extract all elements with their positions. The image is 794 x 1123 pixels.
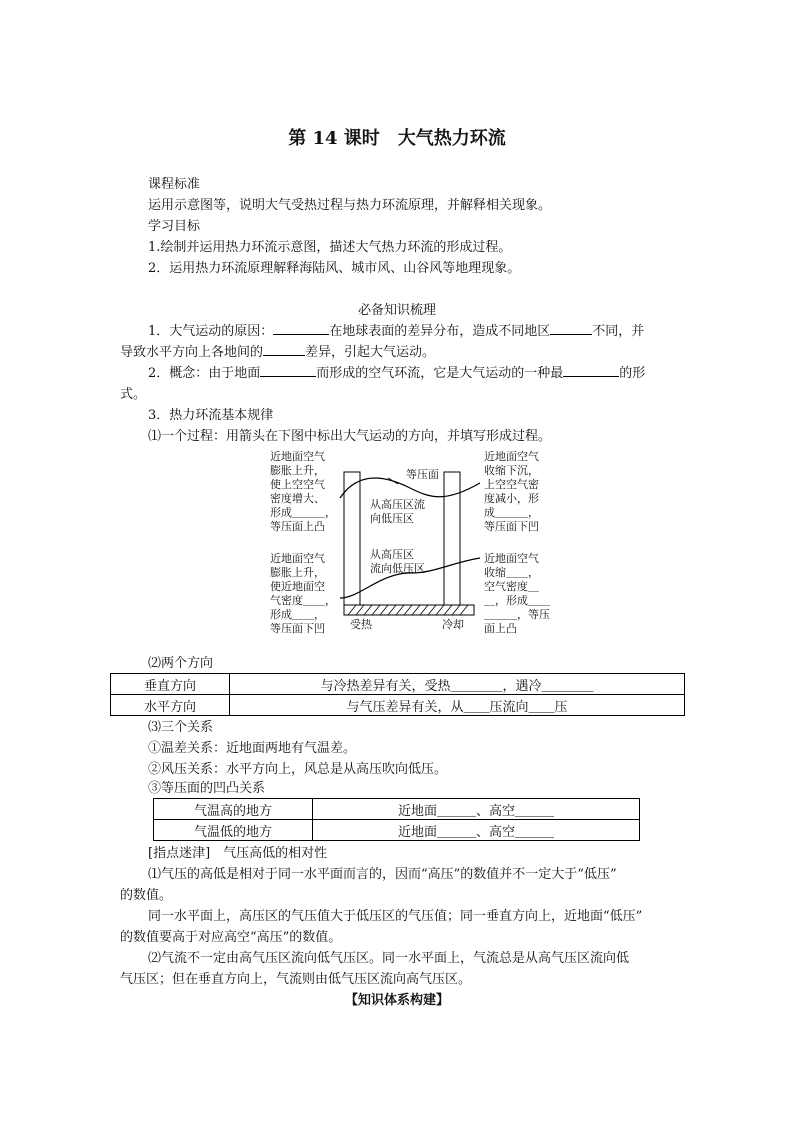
knowledge-p1-line2 — [120, 342, 435, 363]
right-top-6: 等压面下凹 — [484, 520, 539, 533]
relation-2: ②风压关系：水平方向上，风总是从高压吹向低压。 — [148, 762, 448, 777]
table-cell-content: 近地面＿＿＿、高空＿＿＿ — [313, 799, 640, 820]
p2-a: 2．概念：由于地面 — [148, 366, 261, 381]
left-bottom-1: 近地面空气 — [270, 552, 325, 565]
p1-b: 在地球表面的差异分布，造成不同地区 — [329, 324, 551, 339]
left-top-6: 等压面上凸 — [270, 520, 325, 533]
right-bottom-4: ＿，形成＿＿ — [484, 594, 550, 607]
right-top-2: 收缩下沉， — [484, 464, 539, 477]
left-top-4: 密度增大、 — [270, 492, 325, 505]
left-bottom-2: 膨胀上升， — [270, 566, 325, 579]
table-cell-label: 气温低的地方 — [154, 820, 313, 841]
left-bottom-5: 形成＿＿， — [270, 608, 325, 621]
course-standard-heading: 课程标准 — [148, 177, 201, 192]
p1-d: 导致水平方向上各地间的 — [120, 345, 264, 360]
right-top-3: 上空空气密 — [484, 478, 539, 491]
table-cell-content: 近地面＿＿＿、高空＿＿＿ — [313, 820, 640, 841]
left-bottom-4: 气密度＿＿， — [270, 594, 336, 607]
knowledge-p2-line2: 式。 — [120, 387, 147, 402]
table-row — [154, 799, 640, 820]
left-bottom-3: 使近地面空 — [270, 580, 325, 593]
tips-line-5: ⑵气流不一定由高气压区流向低气压区。同一水平面上，气流总是从高气压区流向低 — [148, 951, 630, 966]
blank[interactable] — [550, 321, 592, 335]
knowledge-p2-line1 — [148, 363, 645, 384]
table-cell-label: 气温高的地方 — [154, 799, 313, 820]
objective-2: 2．运用热力环流原理解释海陆风、城市风、山谷风等地理现象。 — [148, 261, 521, 276]
lower-flow-1: 从高压区 — [370, 548, 414, 561]
upper-flow-1: 从高压区流 — [370, 498, 425, 511]
right-bottom-6: 面上凸 — [484, 622, 517, 635]
right-bottom-1: 近地面空气 — [484, 552, 539, 565]
left-bottom-6: 等压面下凹 — [270, 622, 325, 635]
upper-flow-2: 向低压区 — [370, 512, 414, 525]
page-title: 第 14 课时 大气热力环流 — [288, 128, 506, 149]
tips-line-3: 同一水平面上，高压区的气压值大于低压区的气压值；同一垂直方向上，近地面“低压” — [148, 909, 643, 924]
right-bottom-2: 收缩＿＿， — [484, 566, 539, 579]
knowledge-p3-1: ⑴一个过程：用箭头在下图中标出大气运动的方向，并填写形成过程。 — [148, 429, 552, 444]
blank[interactable] — [563, 363, 619, 377]
lower-flow-2: 流向低压区 — [370, 562, 425, 575]
p1-e: 差异，引起大气运动。 — [305, 345, 436, 360]
p2-c: 的形 — [619, 366, 646, 381]
left-top-5: 形成＿＿＿， — [270, 506, 336, 519]
tips-line-1: ⑴气压的高低是相对于同一水平面而言的，因而“高压”的数值并不一定大于“低压” — [148, 867, 617, 882]
knowledge-p3: 3．热力环流基本规律 — [148, 408, 274, 423]
right-top-4: 度减小，形 — [484, 492, 539, 505]
right-bottom-5: ＿＿＿，等压 — [484, 608, 550, 621]
right-bottom-3: 空气密度＿ — [484, 580, 539, 593]
p2-b: 而形成的空气环流，它是大气运动的一种最 — [316, 366, 564, 381]
table-cell-label: 水平方向 — [111, 695, 230, 716]
right-top-1: 近地面空气 — [484, 450, 539, 463]
tips-heading: [指点迷津] 气压高低的相对性 — [148, 846, 328, 861]
cooled-label: 冷却 — [442, 618, 464, 631]
heated-label: 受热 — [350, 618, 372, 631]
knowledge-p1-line1 — [148, 321, 644, 342]
knowledge-heading: 必备知识梳理 — [357, 303, 436, 318]
left-top-3: 使上空空气 — [270, 478, 325, 491]
two-directions-table — [110, 673, 685, 716]
relation-3: ③等压面的凹凸关系 — [148, 781, 266, 796]
objectives-heading: 学习目标 — [148, 219, 201, 234]
table-row — [111, 695, 685, 716]
tips-line-2: 的数值。 — [120, 888, 173, 903]
three-relations-heading: ⑶三个关系 — [148, 720, 214, 735]
table-cell-content: 与气压差异有关，从＿＿压流向＿＿压 — [230, 695, 685, 716]
left-top-1: 近地面空气 — [270, 450, 325, 463]
blank[interactable] — [263, 342, 305, 356]
objective-1: 1.绘制并运用热力环流示意图，描述大气热力环流的形成过程。 — [148, 240, 512, 255]
isobar-relation-table — [153, 798, 640, 841]
isobar-label: 等压面 — [406, 468, 439, 481]
right-top-5: 成＿＿＿， — [484, 506, 539, 519]
two-directions-heading: ⑵两个方向 — [148, 656, 214, 671]
blank[interactable] — [273, 321, 329, 335]
tips-line-4: 的数值要高于对应高空“高压”的数值。 — [120, 930, 342, 945]
table-row — [111, 674, 685, 695]
table-row — [154, 820, 640, 841]
course-standard-text: 运用示意图等，说明大气受热过程与热力环流原理，并解释相关现象。 — [148, 198, 552, 213]
p1-c: 不同，并 — [592, 324, 645, 339]
left-top-2: 膨胀上升， — [270, 464, 325, 477]
table-cell-label: 垂直方向 — [111, 674, 230, 695]
table-cell-content: 与冷热差异有关，受热＿＿＿＿，遇冷＿＿＿＿ — [230, 674, 685, 695]
relation-1: ①温差关系：近地面两地有气温差。 — [148, 741, 357, 756]
p1-a: 1．大气运动的原因： — [148, 324, 274, 339]
tips-line-6: 气压区；但在垂直方向上，气流则由低气压区流向高气压区。 — [120, 972, 472, 987]
knowledge-system-heading: 【知识体系构建】 — [344, 993, 449, 1008]
blank[interactable] — [260, 363, 316, 377]
